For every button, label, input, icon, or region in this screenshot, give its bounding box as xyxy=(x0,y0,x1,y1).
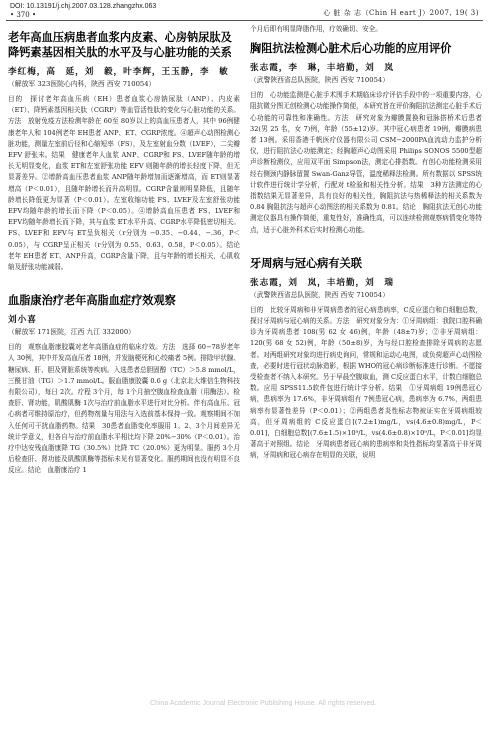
article-authors: 李红梅，高 延，刘 毅，叶李辉，王玉静，李 敏 xyxy=(8,67,229,77)
article-authors: 张志霞，李 琳，丰培勤，刘 岚 xyxy=(250,63,394,74)
article-title: 老年高血压病患者血浆内皮素、心房钠尿肽及降钙素基因相关肽的水平及与心脏功能的关系 xyxy=(8,31,232,59)
article-title: 胸阻抗法检测心脏术后心功能的应用评价 xyxy=(250,42,452,56)
article-abstract: 目的 观察血脂康胶囊对老年高脂血症的临床疗效。方法 选择 60−78岁老年人 30例，其中并发高血压者 18例，并发脑梗死和心绞痛者 5例。排除甲状腺、糖尿病、肝、胆及肾脏系统等疾病。入选患者总胆固醇（TC）＞5.8 mmol/L，三酰甘油（TG）＞1.7 mmol/L。服血脂康胶囊 0.6 g（北京北大维信生物科技有限公司），每日 2次。疗程 3个月，每 1个月抽空腹血检查血脂（用酶法）。检查肝、肾功能，肌酸肌酶 1次与治疗前血脂水平进行对比分析。伴有高血压、冠心病者可维持原治疗，但药物剂量与用法与入选前基本保持一致。观察期间不加入任何可干扰血脂药物。结果 30患者血脂变化率服用 1、2、3个月间差异无统计学意义，但各自与治疗前血脂水平相比均下降 20%−30%（P＜0.01）。治疗中达安残血脂康降 TG（30.5%）比降 TC（20.0%）更为明显。服药 3个月后检查肝、肾功能及肌酸肌酶等指标未见有显著变化。服药期间也没有明显不良反应。结论 血脂康治疗 1 xyxy=(8,343,240,475)
left-column xyxy=(8,24,247,477)
article-affiliation: （武警陕西省总队医院，陕西 西安 710054） xyxy=(250,76,390,85)
article-affiliation: （解放军 323医院心内科，陕西 西安 710054） xyxy=(8,80,156,88)
publisher-watermark: China Academic Journal Electronic Publishing House. All rights reserved. xyxy=(150,700,377,707)
page-header xyxy=(0,0,489,22)
article-abstract: 目的 比较牙周病和非牙周病患者的冠心病患病率，C反应蛋白和白细胞总数，探讨牙周病与冠心病的关系。方法 研究对象分为：①牙周病组：我院口腔科确诊为牙周病患者 108(男 62 女 46)例，年龄（48±7)岁；②非牙周病组：120(男 68 女 52)例，年龄（50±8)岁，为与经口腔检查排除牙周病的志愿者。对两组研究对象均进行病史询问，常规和运动心电图，或负荷超声心动图检查，必要时进行冠状动脉造影，根据 WHO的冠心病诊断标准进行诊断。不愿接受检查者不纳入本研究。另于早晨空腹取血，测 C反应蛋白水平，计数白细胞总数。应用 SPSS11.5软件包进行统计学分析。结果 ①牙周病组 19例患冠心病，患病率为 17.6%，非牙周病组有 7例患冠心病，患病率为 6.7%，两组患病率有显著性差异（P＜0.01）；②两组患者炎性标志物被证实在牙周病组较高，但牙周病组的 C反应蛋白[(7.2±1)mg/L，vs(4.6±0.8)mg/L，P＜0.01]，白细胞总数[(7.6±1.5)×10⁹/L，vs(4.6±0.8)×10⁹/L，P＜0.01]均显著高于对照组。结论 牙周病患者冠心病的患病率和炎性指标均显著高于非牙周病，牙周病和冠心病存在明显的关联，说明 xyxy=(250,305,482,460)
article-abstract: 目的 探讨老年高血压病（EH）患者血浆心房钠尿肽（ANP）、内皮素（ET）、降钙素基因相关肽（CGRP）等血管活性肽的变化与心脏功能的关系。方法 放射免疫方法检测年龄在 60至 80岁以上的高血压患者人，其中 96例健康老年人和 104例老年 EH患者 ANP、ET、CGRP浓度。④超声心动图检测心脏功能，测量左室前后径和心缩短率（FS），及左室射血分数（LVEF），二尖瓣 EFV 舒张末。结果 健康老年人血浆 ANP、CGRP和 FS、LVEF随年龄的增长无明显变化，血浆 ET和左室舒张功能 EFV 则随年龄的增长轻度下降，但无显著差异。②增龄高血压患者血浆 ANP随年龄增加而逐渐增高，而 ET则显著增高（P＜0.01），且随年龄增长而升高明显。CGRP含量则明显降低，且随年龄增长降低更为显著（P＜0.01）。左室收缩功能 FS、LVEF及左室舒张功能 EFV均随年龄的增长而下降（P＜0.05）。④增龄高血压患者 FS、LVEF和 EFV均随年龄增长而下降，其与血浆 ET水平升高、CGRP水平降低密切相关。FS、LVEF和 EFV与 ET呈负相关（r分别为 −0.35、−0.44、−.36，P＜0.05），与 CGRP呈正相关（r分别为 0.55、0.63、0.58，P＜0.05）。结论 老年 EH患者 ET、ANP升高，CGRP含量下降，且与年龄的增长相关，心肌收缩及舒张功能减弱。 xyxy=(8,95,247,272)
doi-text: DOI: 10.13191/j.chj.2007.03.128.zhangzhx.063 xyxy=(10,3,157,10)
article-affiliation: （解放军 171医院，江西 九江 332000） xyxy=(8,328,135,337)
page-number: • 370 • xyxy=(10,11,37,19)
article-abstract: 目的 心功能监测是心脏手术围手术期临床诊疗评估手段中的一项重要内容，心阻抗微分图无创检测心功能操作简便，本研究旨在评价胸阻抗法测定心脏手术后心功能的可靠性和准确性。方法 研究对象为瓣膜置换和冠脉搭桥术后患者 32(男 25 名，女 7)例，年龄（55±12)岁。其中冠心病患者 19例，瓣膜病患者 13例。采用香港千帆医疗仪器有限公司 CSM−2000PA血流动力监护分析仪，进行阻抗法心功能测定；经胸超声心动图采用 Philips SONOS 5500型超声诊断检测仪，应用双平面 Simpson法，测定心排指数。有创心功能检测采用经右侧颈内静脉留置 Swan-Ganz导管，温度稀释法检测。所有数据以 SPSS统计软件进行统计学分析，行配对 t检验和相关性分析。结果 3种方法测定的心指数结果无显著差异，具有良好的相关性，胸阻抗法与热稀释法的相关系数为 0.84 胸阻抗法与超声心动图法的相关系数为 0.81。结论 胸阻抗法无创心功能测定仪器具有操作简便，重复性好，准确性高，可以连续检测观察病情变化等特点，适于心脏外科术后实时检测心功能。 xyxy=(250,91,482,234)
article-title: 牙周病与冠心病有关联 xyxy=(250,256,362,270)
continued-text: 个月后即有明显降脂作用，疗效确切、安全。 xyxy=(250,25,382,33)
article-title: 血脂康治疗老年高脂血症疗效观察 xyxy=(8,294,176,308)
article-affiliation: （武警陕西省总队医院，陕西 西安 710054） xyxy=(250,290,390,299)
right-column xyxy=(250,24,482,462)
article-authors: 刘小喜 xyxy=(8,315,37,326)
article-authors: 张志霞，刘 岚，丰培勤，刘 瑞 xyxy=(250,277,394,288)
journal-running-head: 心 脏 杂 志（Chin H eart J）2007, 19( 3) xyxy=(323,9,479,17)
header-rule xyxy=(6,20,483,21)
